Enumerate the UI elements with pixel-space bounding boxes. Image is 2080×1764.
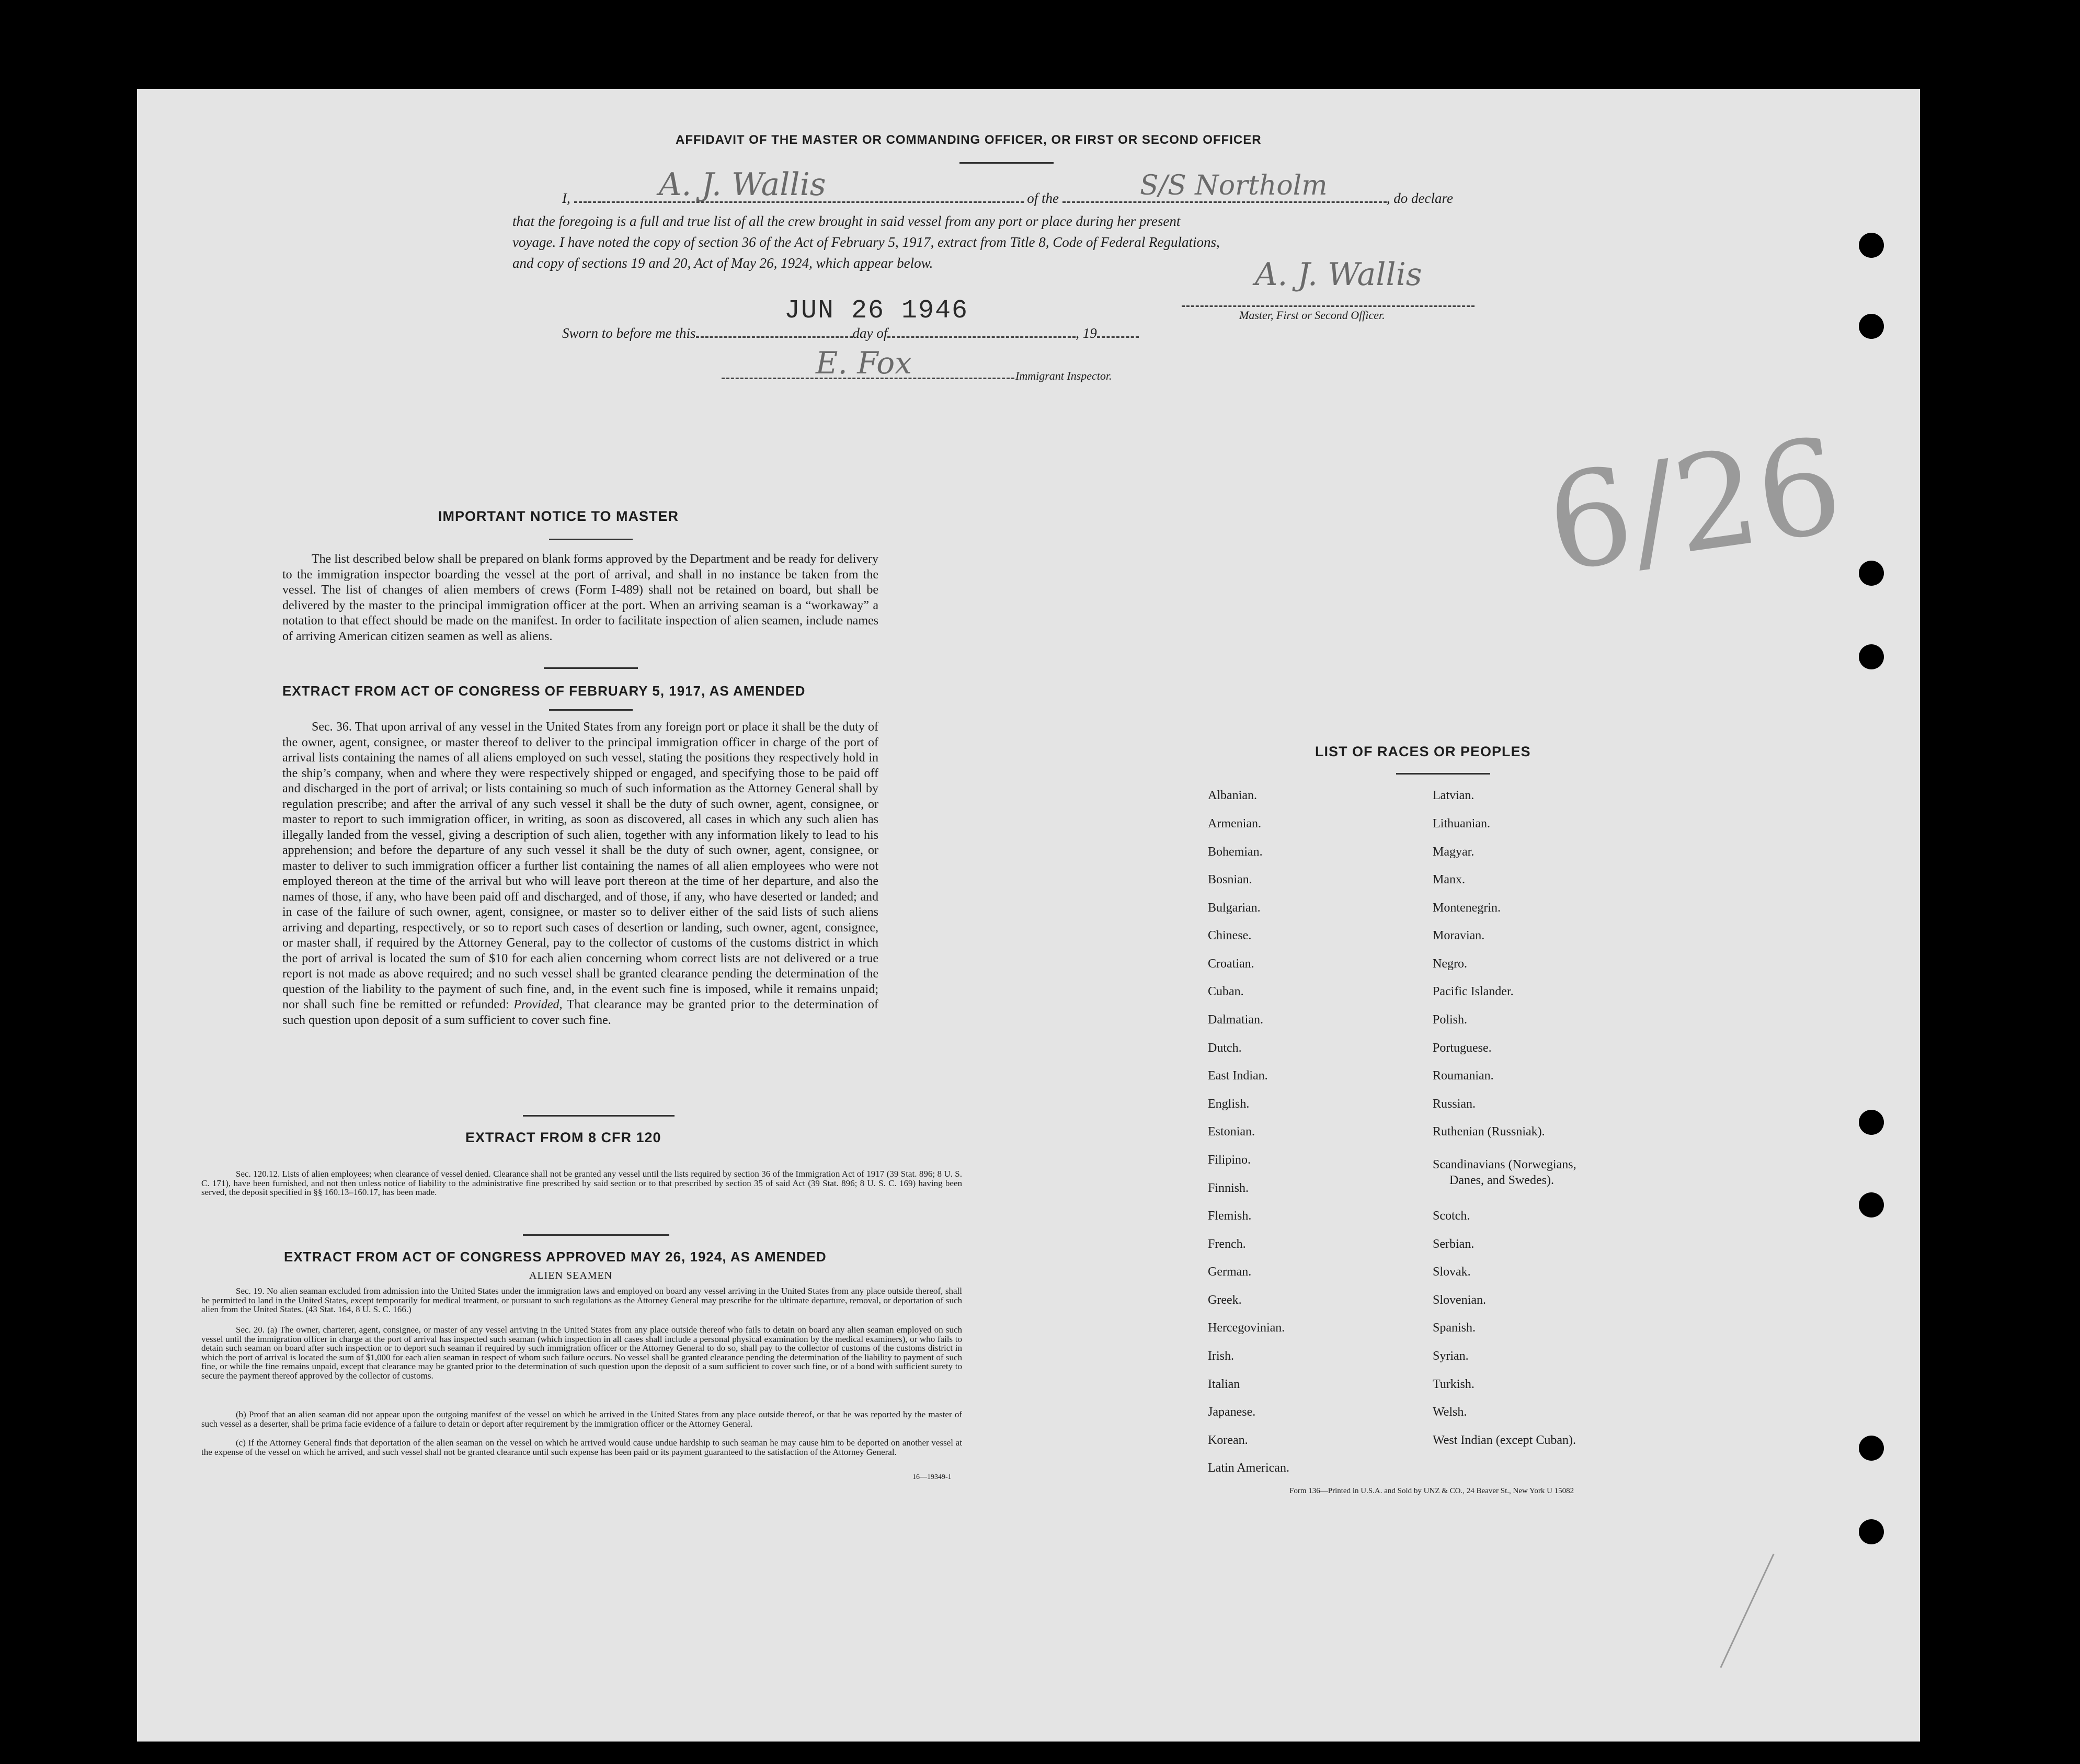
act-1924-subtitle: ALIEN SEAMEN <box>529 1270 613 1281</box>
race-item: Chinese. <box>1208 929 1252 942</box>
race-item: Negro. <box>1433 957 1467 971</box>
inspector-line <box>722 378 1014 379</box>
race-item: German. <box>1208 1265 1252 1279</box>
race-item: Turkish. <box>1433 1378 1475 1391</box>
affidavit-line-3: voyage. I have noted the copy of section 36 of the Act of February 5, 1917, extract from Title 8, Code of Federal Regulations, <box>512 234 1220 250</box>
race-item: Armenian. <box>1208 817 1261 830</box>
section-rule <box>523 1234 669 1236</box>
section-rule <box>544 667 638 669</box>
race-item: Estonian. <box>1208 1125 1255 1139</box>
race-item: Polish. <box>1433 1013 1468 1027</box>
binder-hole <box>1859 561 1884 586</box>
race-item: Portuguese. <box>1433 1041 1492 1055</box>
race-item: Magyar. <box>1433 845 1475 859</box>
cfr-text: Sec. 120.12. Lists of alien employees; when clearance of vessel denied. Clearance shall not be granted any vessel until the lists required by section 36 of the Immigration Act of 1917 (39 Stat. 896; 8 U. S. C. 171), have been furnished, and not then unless notice of liability to the administrative fine prescribed by said section or to that prescribed by section 35 of said Act (39 Stat. 896; 8 U. S. C. 169) having been served, the deposit specified in §§ 160.13–160.17, has been made. <box>201 1169 962 1198</box>
races-title: LIST OF RACES OR PEOPLES <box>1315 744 1531 759</box>
race-item: Latin American. <box>1208 1461 1289 1475</box>
of-the-label: of the <box>1027 190 1059 206</box>
race-item: Greek. <box>1208 1293 1242 1307</box>
race-item: French. <box>1208 1237 1246 1251</box>
race-item: Lithuanian. <box>1433 817 1490 830</box>
form-code: 16—19349-1 <box>912 1473 952 1481</box>
master-signature: A. J. Wallis <box>1255 256 1422 293</box>
affidavit-line-2: that the foregoing is a full and true list of all the crew brought in said vessel from any port or place during her present <box>512 213 1181 229</box>
provided-word: Provided, <box>513 998 563 1011</box>
vessel-name-field <box>1062 201 1387 203</box>
race-item: Italian <box>1208 1378 1240 1391</box>
binder-hole <box>1859 1192 1884 1217</box>
race-item: Scotch. <box>1433 1209 1470 1223</box>
handwritten-vessel-name: S/S Northolm <box>1140 170 1328 201</box>
sworn-line <box>562 325 1242 342</box>
race-item: Ruthenian (Russniak). <box>1433 1125 1545 1139</box>
race-item: English. <box>1208 1097 1250 1111</box>
race-item: Spanish. <box>1433 1321 1476 1335</box>
binder-hole <box>1859 1110 1884 1135</box>
sworn-label: Sworn to before me this <box>562 325 696 341</box>
notice-rule <box>549 539 633 540</box>
i-label: I, <box>562 190 570 206</box>
cfr-title: EXTRACT FROM 8 CFR 120 <box>465 1130 661 1145</box>
act-1917-rule <box>549 709 633 711</box>
race-item: Bosnian. <box>1208 873 1252 886</box>
date-stamp: JUN 26 1946 <box>784 296 969 326</box>
notice-title: IMPORTANT NOTICE TO MASTER <box>438 508 679 524</box>
day-of-label: day of <box>852 325 888 341</box>
master-caption: Master, First or Second Officer. <box>1239 309 1385 322</box>
race-item: Flemish. <box>1208 1209 1252 1223</box>
sworn-day-field <box>696 336 853 338</box>
race-item: Dalmatian. <box>1208 1013 1263 1027</box>
sworn-year-field <box>1097 336 1139 338</box>
race-item: Croatian. <box>1208 957 1254 971</box>
race-item: Irish. <box>1208 1349 1234 1363</box>
race-item: Albanian. <box>1208 789 1257 802</box>
race-item: Cuban. <box>1208 985 1244 998</box>
race-item: Syrian. <box>1433 1349 1469 1363</box>
race-item: Slovak. <box>1433 1265 1471 1279</box>
binder-hole <box>1859 1519 1884 1544</box>
sec-36-body: Sec. 36. That upon arrival of any vessel in the United States from any foreign port or place it shall be the duty of the owner, agent, consignee, or master thereof to deliver to the principal immigration officer in charge of the port of arrival lists containing the names of all aliens employed on such vessel, stating the positions they respectively hold in the ship’s company, when and where they were respectively shipped or engaged, and specifying those to be paid off and discharged in the port of arrival; or lists containing so much of such information as the Attorney General shall by regulation prescribe; and after the arrival of any such vessel it shall be the duty of such owner, agent, consignee, or master to report to such immigration officer, in writing, as soon as discovered, all cases in which any such alien has illegally landed from the vessel, giving a description of such alien, together with any information likely to lead to his apprehension; and before the departure of any such vessel it shall be the duty of such owner, agent, consignee, or master to deliver to such immigration officer a further list containing the names of all alien employees who were not employed thereon at the time of the arrival but who will leave port thereon at the time of her departure, and also the names of those, if any, who have been paid off and discharged, and of those, if any, who have deserted or landed; and in case of the failure of such owner, agent, consignee, or master so to deliver either of the said lists of such aliens arriving and departing, respectively, or so to report such cases of desertion or landing, such owner, agent, consignee, or master shall, if required by the Attorney General, pay to the collector of customs of the customs district in which the port of arrival is located the sum of $10 for each alien concerning whom correct lists are not delivered or a true report is not made as above required; and no such vessel shall be granted clearance pending the determination of the question of the liability to the payment of such fine, and, in the event such fine is imposed, while it remains unpaid; nor shall such fine be remitted or refunded: <box>282 720 878 1011</box>
race-item: Finnish. <box>1208 1181 1249 1195</box>
race-item: Welsh. <box>1433 1405 1467 1419</box>
race-item: Moravian. <box>1433 929 1485 942</box>
sworn-month-field <box>887 336 1076 338</box>
race-item: Russian. <box>1433 1097 1476 1111</box>
act-1917-title: EXTRACT FROM ACT OF CONGRESS OF FEBRUARY 5, 1917, AS AMENDED <box>282 683 806 699</box>
inspector-signature: E. Fox <box>816 345 912 381</box>
race-item: West Indian (except Cuban). <box>1433 1433 1576 1447</box>
do-declare-label: , do declare <box>1386 190 1453 206</box>
race-item: Roumanian. <box>1433 1069 1494 1083</box>
race-item: Filipino. <box>1208 1153 1251 1167</box>
race-item: Korean. <box>1208 1433 1248 1447</box>
race-item: Dutch. <box>1208 1041 1242 1055</box>
race-item: Bulgarian. <box>1208 901 1261 915</box>
affidavit-title: AFFIDAVIT OF THE MASTER OR COMMANDING OFFICER, OR FIRST OR SECOND OFFICER <box>676 133 1262 147</box>
race-item: Danes, and Swedes). <box>1449 1174 1554 1187</box>
act-1924-sec-20c: (c) If the Attorney General finds that deportation of the alien seaman on the vessel on which he arrived would cause undue hardship to such seaman he may cause him to be deported on another vessel at the expense of the vessel on which he arrived, and such vessel shall not be granted clearance until such expense has been paid or its payment guaranteed to the satisfaction of the Attorney General. <box>201 1438 962 1457</box>
race-item: Manx. <box>1433 873 1465 886</box>
act-1924-title: EXTRACT FROM ACT OF CONGRESS APPROVED MAY 26, 1924, AS AMENDED <box>284 1249 827 1265</box>
inspector-caption: Immigrant Inspector. <box>1015 369 1112 382</box>
race-item: Latvian. <box>1433 789 1475 802</box>
form-footer: Form 136—Printed in U.S.A. and Sold by UNZ & CO., 24 Beaver St., New York U 15082 <box>1289 1487 1574 1495</box>
act-1924-sec-20b: (b) Proof that an alien seaman did not appear upon the outgoing manifest of the vessel on which he arrived in the United States from any place outside thereof, or that he was reported by the master of such vessel as a deserter, shall be prima facie evidence of a failure to detain or deport after requirement by the immigration officer or the Attorney General. <box>201 1409 962 1429</box>
race-item: Serbian. <box>1433 1237 1475 1251</box>
act-1924-sec-19: Sec. 19. No alien seaman excluded from admission into the United States under the immigration laws and employed on board any vessel arriving in the United States from any place outside thereof, shall be permitted to land in the United States, except temporarily for medical treatment, or pursuant to such regulations as the Attorney General may prescribe for the ultimate departure, removal, or deportation of such alien from the United States. (43 Stat. 164, 8 U. S. C. 166.) <box>201 1286 962 1315</box>
binder-hole <box>1859 233 1884 258</box>
race-item: Montenegrin. <box>1433 901 1501 915</box>
handwritten-margin-note: 6/26 <box>1538 409 1850 601</box>
sec-36-tail: That clearance may be granted prior to the determination of such question upon deposit of a sum sufficient to cover such fine. <box>282 998 878 1027</box>
race-item: Pacific Islander. <box>1433 985 1514 998</box>
race-item: Japanese. <box>1208 1405 1256 1419</box>
affidavit-line-4: and copy of sections 19 and 20, Act of May 26, 1924, which appear below. <box>512 255 933 271</box>
handwritten-master-name: A. J. Wallis <box>659 166 826 203</box>
race-item: Bohemian. <box>1208 845 1263 859</box>
races-rule <box>1396 773 1490 775</box>
race-item: East Indian. <box>1208 1069 1268 1083</box>
binder-hole <box>1859 644 1884 669</box>
race-item: Scandinavians (Norwegians, <box>1433 1158 1576 1171</box>
binder-hole <box>1859 314 1884 339</box>
binder-hole <box>1859 1436 1884 1461</box>
section-rule <box>523 1115 675 1117</box>
race-item: Hercegovinian. <box>1208 1321 1285 1335</box>
signature-line <box>1182 305 1475 307</box>
notice-text: The list described below shall be prepared on blank forms approved by the Department and be ready for delivery to the immigration inspector boarding the vessel at the port of arrival, and shall in no instance be taken from the vessel. The list of changes of alien members of crews (Form I-489) shall not be retained on board, but shall be delivered by the master to the principal immigration officer at the port. When an arriving seaman is a “workaway” a notation to that effect should be made on the manifest. In order to facilitate inspection of alien seamen, include names of arriving American citizen seamen as well as aliens. <box>282 552 878 643</box>
race-item: Slovenian. <box>1433 1293 1486 1307</box>
title-rule <box>959 162 1054 164</box>
act-1924-sec-20a: Sec. 20. (a) The owner, charterer, agent, consignee, or master of any vessel arriving in the United States from any place outside thereof who fails to detain on board any alien seaman employed on such vessel until the immigration officer in charge at the port of arrival has inspected such seaman (which inspection in all cases shall include a personal physical examination by the medical examiners), or who fails to detain such seaman on board after such inspection or to deport such seaman if required by such immigration officer or the Attorney General to do so, shall pay to the collector of customs of the customs district in which the port of arrival is located the sum of $1,000 for each alien seaman in respect of whom such failure occurs. No vessel shall be granted clearance pending the determination of the liability to payment of such fine, or while the fine remains unpaid, except that clearance may be granted prior to the determination of such question upon the deposit of a sum sufficient to cover such fine, or of a bond with sufficient surety to secure the payment thereof approved by the collector of customs. <box>201 1325 962 1381</box>
year-label: , 19 <box>1076 325 1097 341</box>
act-1917-text <box>282 720 878 1028</box>
